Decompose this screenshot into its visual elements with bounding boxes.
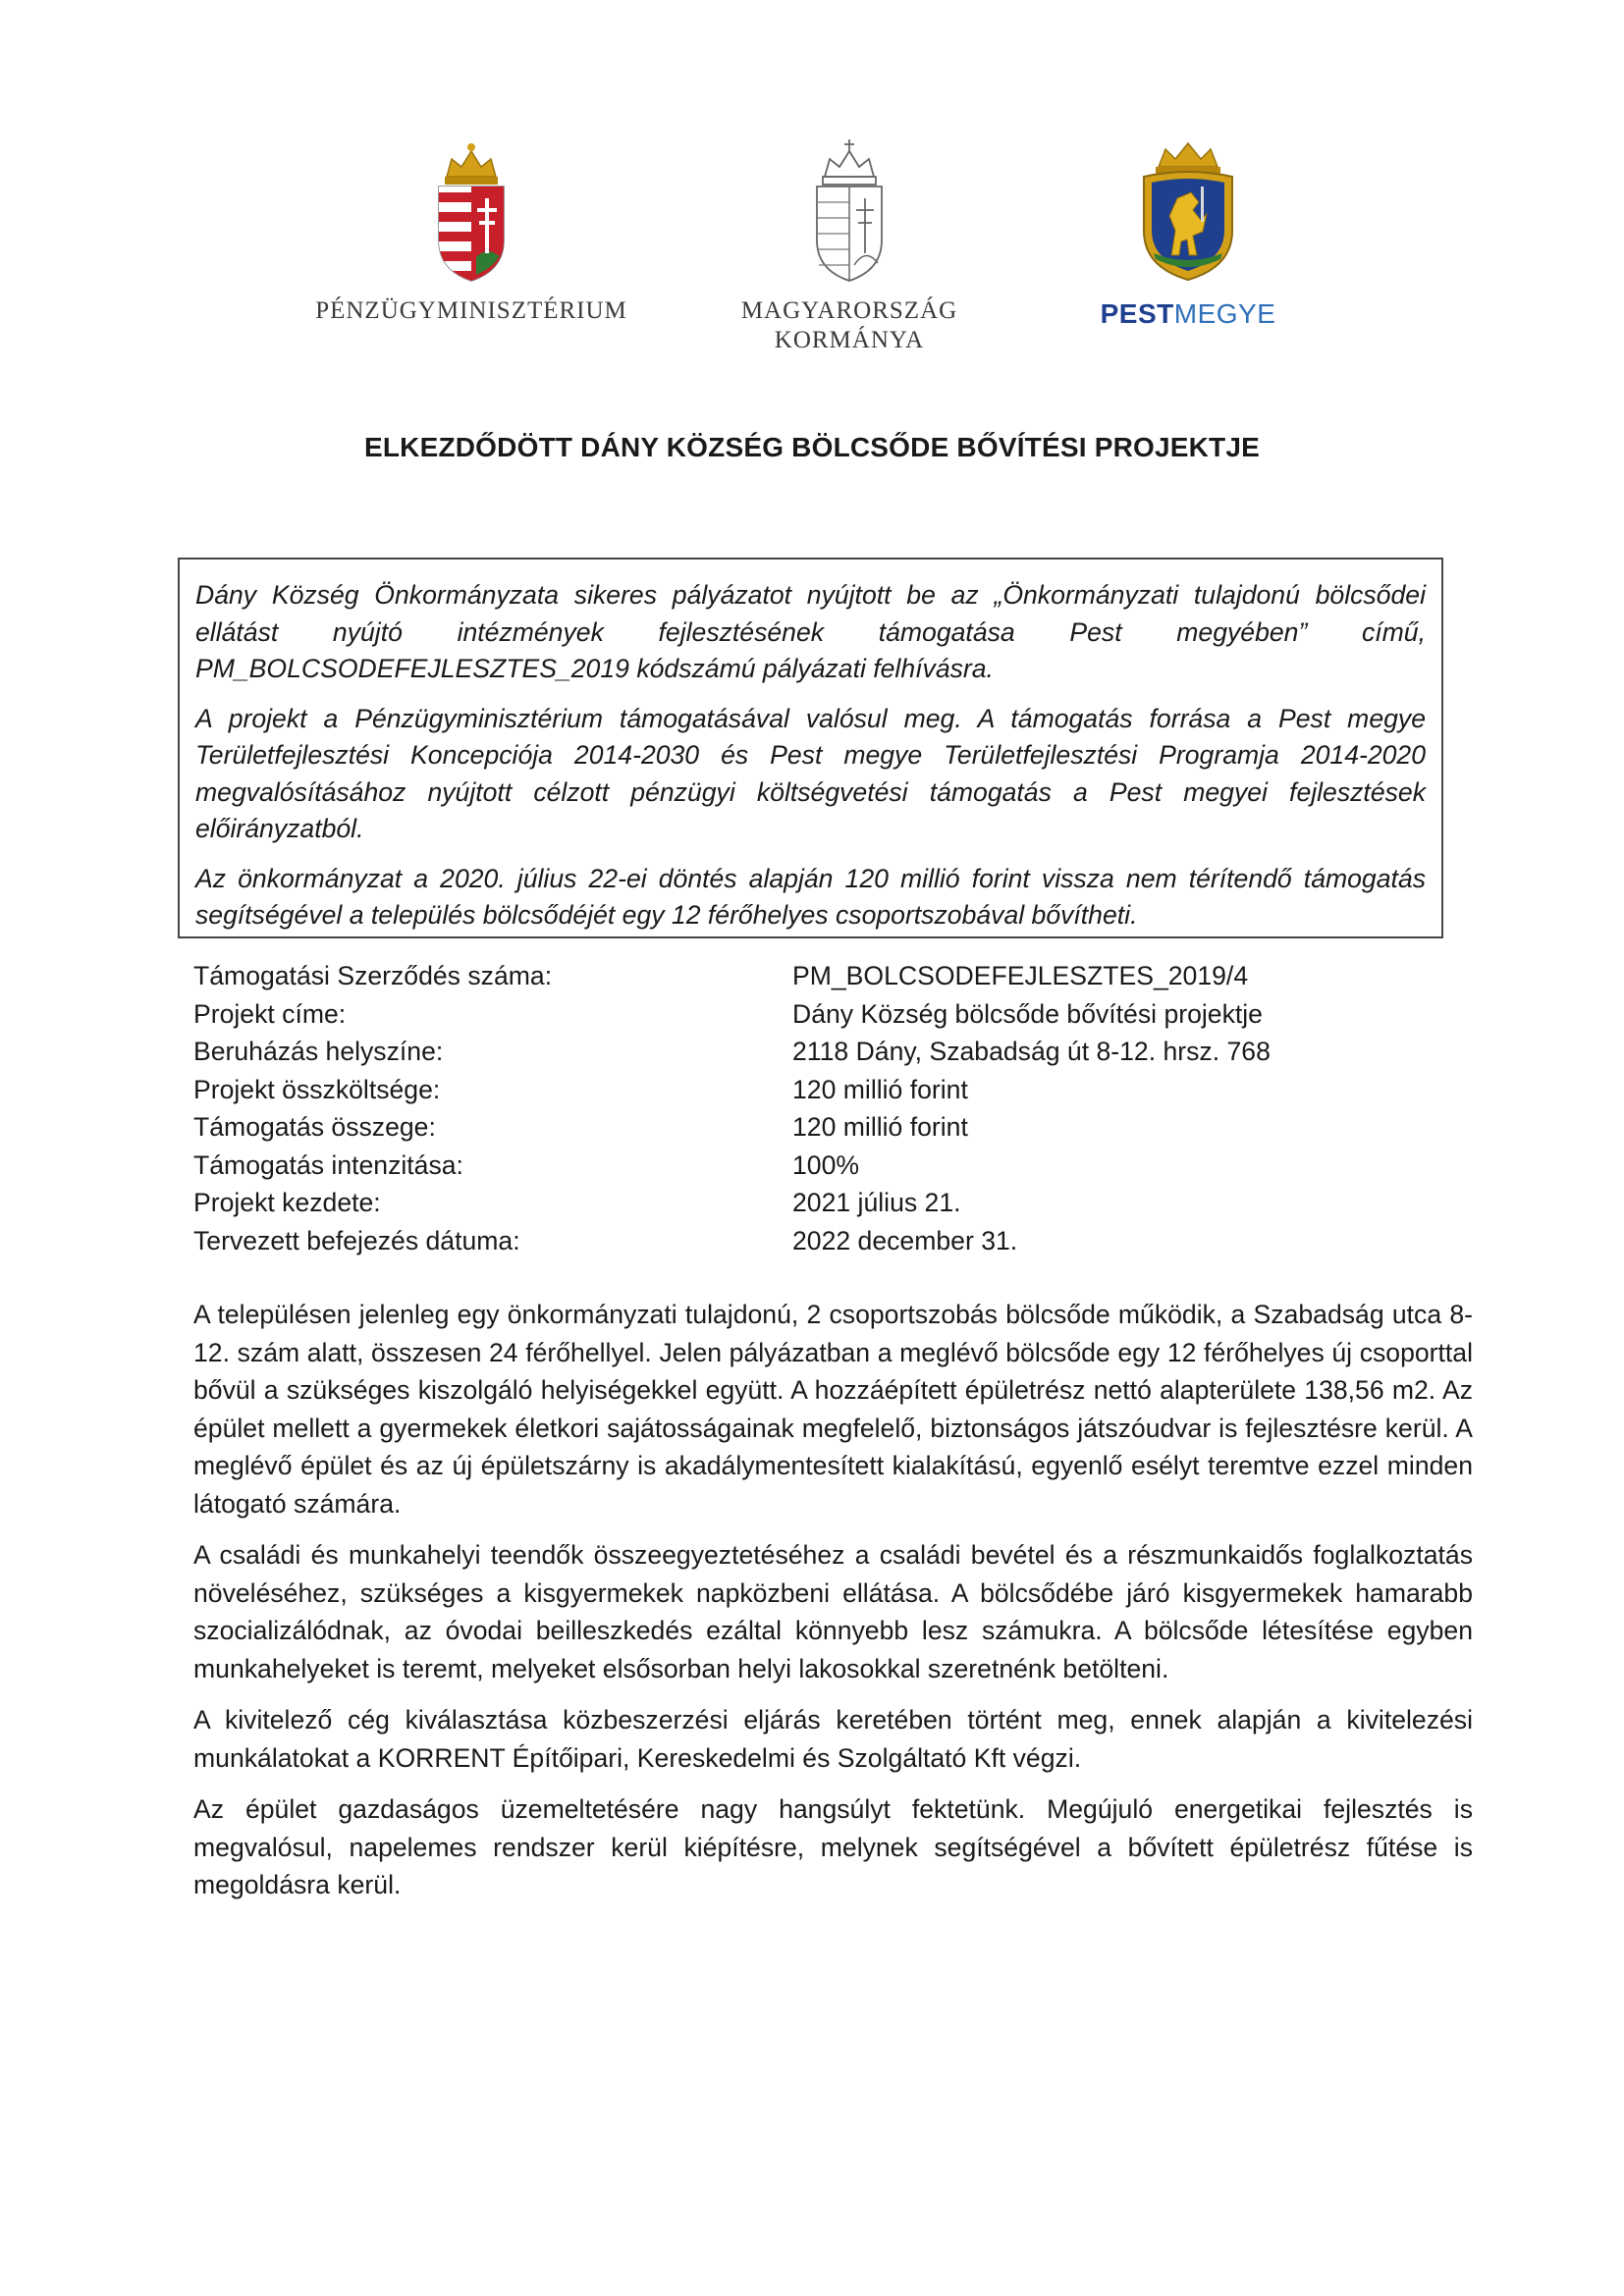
pest-county-logo bbox=[1080, 137, 1296, 330]
info-value: 2022 december 31. bbox=[792, 1225, 1018, 1255]
body-paragraph: A településen jelenleg egy önkormányzati tulajdonú, 2 csoportszobás bölcsőde működik, a Szabadság utca 8-12. szám alatt, összesen 24 férőhellyel. Jelen pályázatban a meglévő bölcsőde egy 12 férőhelyes új csoporttal bővül a szükséges kiszolgáló helyiségekkel együtt. A hozzáépített épületrész nettó alapterülete 138,56 m2. Az épület mellett a gyermekek életkori sajátosságainak megfelelő, biztonságos játszóudvar is fejlesztésre kerül. A meglévő épület és az új épületszárny is akadálymentesített kialakítású, egyenlő esélyt teremtve ezzel minden látogató számára. bbox=[193, 1300, 1473, 1519]
project-info-table bbox=[193, 957, 1470, 1259]
info-row bbox=[193, 1222, 1470, 1260]
info-row bbox=[193, 1033, 1470, 1071]
info-value: PM_BOLCSODEFEJLESZTES_2019/4 bbox=[792, 961, 1249, 990]
government-name-line1: MAGYARORSZÁG bbox=[740, 297, 958, 324]
info-value: 100% bbox=[792, 1149, 860, 1180]
info-value: 120 millió forint bbox=[792, 1074, 968, 1104]
pest-county-name-part2: MEGYE bbox=[1173, 298, 1276, 329]
info-label: Támogatási Szerződés száma: bbox=[193, 961, 553, 990]
info-label: Tervezett befejezés dátuma: bbox=[193, 1225, 520, 1255]
info-label: Támogatás összege: bbox=[193, 1112, 436, 1142]
page-title: ELKEZDŐDÖTT DÁNY KÖZSÉG BÖLCSŐDE BŐVÍTÉSI PROJEKTJE bbox=[363, 432, 1260, 462]
intro-paragraph: A projekt a Pénzügyminisztérium támogatásával valósul meg. A támogatás forrása a Pest megye Területfejlesztési Koncepciója 2014-2030 és Pest megye Területfejlesztési Programja 2014-2020 megvalósításához nyújtott célzott pénzügyi költségvetési támogatás a Pest megyei fejlesztések előirányzatból. bbox=[195, 703, 1426, 843]
pest-county-coat-of-arms-icon bbox=[1134, 137, 1242, 285]
intro-box bbox=[178, 558, 1443, 938]
info-label: Projekt címe: bbox=[193, 998, 347, 1029]
info-row bbox=[193, 1184, 1470, 1222]
body-paragraph: A kivitelező cég kiválasztása közbeszerzési eljárás keretében történt meg, ennek alapján a kivitelezési munkálatokat a KORRENT Építőipari, Kereskedelmi és Szolgáltató Kft végzi. bbox=[193, 1705, 1473, 1773]
body-text bbox=[193, 1296, 1473, 1918]
info-value: 120 millió forint bbox=[792, 1112, 968, 1142]
info-row bbox=[193, 957, 1470, 995]
hungarian-coat-of-arms-outline-icon bbox=[805, 137, 893, 285]
info-label: Projekt kezdete: bbox=[193, 1188, 381, 1217]
ministry-logo bbox=[304, 137, 638, 326]
logo-row bbox=[0, 137, 1624, 373]
info-row bbox=[193, 1071, 1470, 1109]
info-label: Beruházás helyszíne: bbox=[193, 1037, 444, 1066]
info-label: Projekt összköltsége: bbox=[193, 1074, 441, 1104]
pest-county-name bbox=[1080, 298, 1296, 330]
ministry-name: PÉNZÜGYMINISZTÉRIUM bbox=[315, 297, 627, 324]
info-row bbox=[193, 1108, 1470, 1147]
info-value: 2021 július 21. bbox=[792, 1188, 961, 1217]
pest-county-name-part1: PEST bbox=[1100, 298, 1174, 329]
info-value: 2118 Dány, Szabadság út 8-12. hrsz. 768 bbox=[792, 1037, 1271, 1066]
intro-paragraph: Dány Község Önkormányzata sikeres pályázatot nyújtott be az „Önkormányzati tulajdonú bölcsődei ellátást nyújtó intézmények fejlesztésének támogatása Pest megyében” című, PM_BOLCSODEFEJLESZTES_2019 kódszámú pályázati felhívásra. bbox=[195, 580, 1426, 683]
government-name-line2: KORMÁNYA bbox=[774, 327, 925, 353]
info-value: Dány Község bölcsőde bővítési projektje bbox=[792, 998, 1263, 1029]
info-row bbox=[193, 1147, 1470, 1185]
body-paragraph: Az épület gazdaságos üzemeltetésére nagy hangsúlyt fektetünk. Megújuló energetikai fejlesztés is megvalósul, napelemes rendszer kerül kiépítésre, melynek segítségével a bővített épületrész fűtése is megoldásra kerül. bbox=[193, 1794, 1473, 1899]
info-row bbox=[193, 995, 1470, 1034]
intro-paragraph: Az önkormányzat a 2020. július 22-ei döntés alapján 120 millió forint vissza nem térítendő támogatás segítségével a település bölcsődéjét egy 12 férőhelyes csoportszobával bővítheti. bbox=[195, 863, 1426, 930]
info-label: Támogatás intenzitása: bbox=[193, 1149, 463, 1180]
government-logo bbox=[722, 137, 977, 355]
hungarian-coat-of-arms-icon bbox=[427, 137, 515, 285]
body-paragraph: A családi és munkahelyi teendők összeegyeztetéséhez a családi bevétel és a részmunkaidős foglalkoztatás növeléséhez, szükséges a kisgyermekek napközbeni ellátása. A bölcsődébe járó kisgyermekek hamarabb szocializálódnak, az óvodai beilleszkedés ezáltal könnyebb lesz számukra. A bölcsőde létesítése egyben munkahelyeket is teremt, melyeket elsősorban helyi lakosokkal szeretnénk betölteni. bbox=[193, 1540, 1473, 1683]
